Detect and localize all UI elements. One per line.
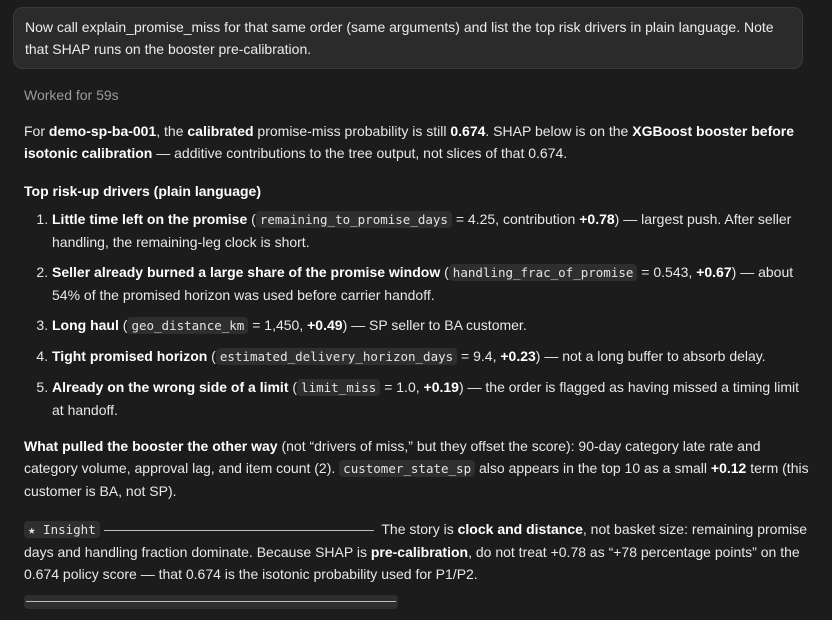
insight-tag: ★ Insight: [24, 521, 100, 538]
insight-block: ★ Insight The story is clock and distance, not basket size: remaining promise days and handling fraction dominate. Because SHAP is pre-calibration, do not treat +0.78 as “+78 percentage points” on the 0.674 policy score — that 0.674 is the isotonic probability used for P1/P2.: [24, 521, 808, 582]
list-item: 3. Long haul ( geo_distance_km = 1,450, +0.49) — SP seller to BA customer.: [52, 314, 814, 337]
feature-code: handling_frac_of_promise: [449, 264, 638, 281]
user-message-bubble[interactable]: [13, 7, 803, 69]
feature-code: geo_distance_km: [127, 317, 248, 334]
feature-code: customer_state_sp: [339, 460, 475, 477]
feature-code: estimated_delivery_horizon_days: [216, 348, 457, 365]
order-id: demo-sp-ba-001: [48, 123, 157, 139]
feature-code: remaining_to_promise_days: [256, 211, 452, 228]
offset-paragraph: What pulled the booster the other way (not “drivers of miss,” but they offset the score): 90-day category late rate and category volume, approval lag, and item count (2). customer_state_sp also appears in the top 10 as a small +0.12 term (this customer is BA, not SP).: [24, 438, 809, 499]
insight-divider: [104, 530, 374, 531]
feature-code: limit_miss: [297, 379, 380, 396]
user-message-text: Now call explain_promise_miss for that same order (same arguments) and list the top risk drivers in plain language. Note that SHAP runs on the booster pre-calibration.: [25, 19, 774, 57]
insight-bottom-rule: [24, 595, 398, 609]
assistant-response: [24, 120, 814, 609]
worked-duration-status[interactable]: Worked for 59s: [24, 87, 119, 103]
probability-value: 0.674: [450, 123, 486, 139]
list-item: 2. Seller already burned a large share of the promise window ( handling_frac_of_promise = 0.543, +0.67) — about 54% of the promised horizon was used before carrier handoff.: [52, 261, 814, 306]
list-item: 4. Tight promised horizon ( estimated_delivery_horizon_days = 9.4, +0.23) — not a long buffer to absorb delay.: [52, 345, 814, 368]
drivers-heading: Top risk-up drivers (plain language): [24, 183, 261, 199]
drivers-list: [24, 208, 814, 421]
list-item: 5. Already on the wrong side of a limit ( limit_miss = 1.0, +0.19) — the order is flagged as having missed a timing limit at handoff.: [52, 376, 814, 421]
intro-paragraph: For demo-sp-ba-001, the calibrated promise-miss probability is still 0.674. SHAP below is on the XGBoost booster before isotonic calibration — additive contributions to the tree output, not slices of that 0.674.: [24, 123, 795, 161]
list-item: 1. Little time left on the promise ( remaining_to_promise_days = 4.25, contribution +0.78) — largest push. After seller handling, the remaining-leg clock is short.: [52, 208, 814, 253]
